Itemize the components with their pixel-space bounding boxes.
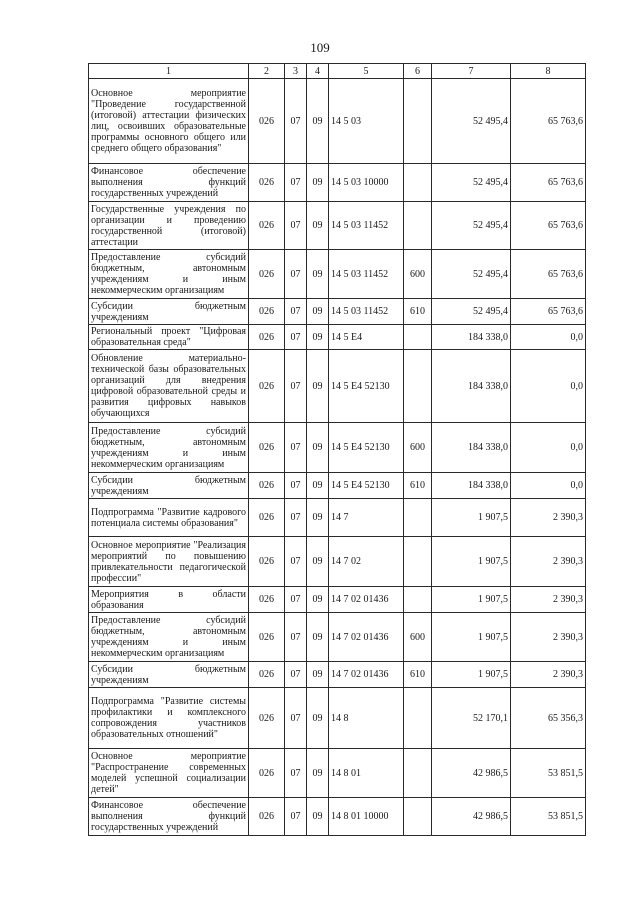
expense-type-code <box>404 79 432 164</box>
subsection-code: 09 <box>307 473 329 499</box>
amount-col7: 42 986,5 <box>432 798 511 836</box>
section-code: 07 <box>285 164 307 202</box>
amount-col8: 2 390,3 <box>511 499 586 537</box>
subsection-code: 09 <box>307 350 329 423</box>
item-name: Подпрограмма "Развитие системы профилактики и комплексного сопровождения участников образовательных отношений" <box>89 688 249 749</box>
subsection-code: 09 <box>307 662 329 688</box>
column-header: 4 <box>307 64 329 79</box>
ministry-code: 026 <box>249 613 285 662</box>
amount-col7: 184 338,0 <box>432 473 511 499</box>
table-row <box>89 350 586 423</box>
amount-col8: 0,0 <box>511 350 586 423</box>
section-code: 07 <box>285 613 307 662</box>
subsection-code: 09 <box>307 79 329 164</box>
item-name: Субсидии бюджетным учреждениям <box>89 662 249 688</box>
amount-col7: 52 495,4 <box>432 250 511 299</box>
target-article-code: 14 7 02 01436 <box>329 662 404 688</box>
amount-col8: 53 851,5 <box>511 749 586 798</box>
expense-type-code <box>404 798 432 836</box>
expense-type-code <box>404 688 432 749</box>
item-name: Региональный проект "Цифровая образовательная среда" <box>89 325 249 350</box>
ministry-code: 026 <box>249 473 285 499</box>
amount-col7: 52 495,4 <box>432 202 511 250</box>
subsection-code: 09 <box>307 250 329 299</box>
subsection-code: 09 <box>307 688 329 749</box>
section-code: 07 <box>285 537 307 587</box>
amount-col7: 52 170,1 <box>432 688 511 749</box>
amount-col7: 184 338,0 <box>432 325 511 350</box>
ministry-code: 026 <box>249 164 285 202</box>
amount-col7: 52 495,4 <box>432 299 511 325</box>
section-code: 07 <box>285 587 307 613</box>
table-row <box>89 662 586 688</box>
amount-col7: 1 907,5 <box>432 537 511 587</box>
table-row <box>89 613 586 662</box>
table-row <box>89 537 586 587</box>
section-code: 07 <box>285 250 307 299</box>
subsection-code: 09 <box>307 537 329 587</box>
expense-type-code: 610 <box>404 473 432 499</box>
target-article-code: 14 5 03 11452 <box>329 250 404 299</box>
section-code: 07 <box>285 423 307 473</box>
expense-type-code: 600 <box>404 613 432 662</box>
amount-col8: 2 390,3 <box>511 662 586 688</box>
section-code: 07 <box>285 350 307 423</box>
amount-col7: 184 338,0 <box>432 350 511 423</box>
amount-col8: 2 390,3 <box>511 613 586 662</box>
expense-type-code <box>404 325 432 350</box>
expense-type-code: 610 <box>404 662 432 688</box>
target-article-code: 14 8 01 <box>329 749 404 798</box>
amount-col8: 2 390,3 <box>511 537 586 587</box>
amount-col8: 65 763,6 <box>511 250 586 299</box>
target-article-code: 14 5 03 10000 <box>329 164 404 202</box>
expense-type-code: 610 <box>404 299 432 325</box>
subsection-code: 09 <box>307 749 329 798</box>
page-number: 109 <box>310 40 330 55</box>
target-article-code: 14 7 02 01436 <box>329 587 404 613</box>
table-row <box>89 587 586 613</box>
subsection-code: 09 <box>307 325 329 350</box>
item-name: Основное мероприятие "Реализация мероприятий по повышению привлекательности педагогической профессии" <box>89 537 249 587</box>
subsection-code: 09 <box>307 587 329 613</box>
target-article-code: 14 5 03 11452 <box>329 202 404 250</box>
target-article-code: 14 5 03 <box>329 79 404 164</box>
target-article-code: 14 5 03 11452 <box>329 299 404 325</box>
expense-type-code <box>404 499 432 537</box>
expense-type-code <box>404 749 432 798</box>
table-row <box>89 798 586 836</box>
table-row <box>89 473 586 499</box>
amount-col8: 65 763,6 <box>511 299 586 325</box>
expense-type-code <box>404 202 432 250</box>
amount-col8: 2 390,3 <box>511 587 586 613</box>
item-name: Обновление материально-технической базы образовательных организаций для внедрения цифровой образовательной среды и развития цифровых навыков обучающихся <box>89 350 249 423</box>
ministry-code: 026 <box>249 499 285 537</box>
column-header: 5 <box>329 64 404 79</box>
expense-type-code <box>404 587 432 613</box>
table-row <box>89 688 586 749</box>
item-name: Мероприятия в области образования <box>89 587 249 613</box>
column-header: 2 <box>249 64 285 79</box>
ministry-code: 026 <box>249 350 285 423</box>
target-article-code: 14 5 E4 52130 <box>329 350 404 423</box>
target-article-code: 14 5 E4 <box>329 325 404 350</box>
expense-type-code: 600 <box>404 250 432 299</box>
amount-col8: 65 763,6 <box>511 164 586 202</box>
target-article-code: 14 7 02 01436 <box>329 613 404 662</box>
section-code: 07 <box>285 473 307 499</box>
section-code: 07 <box>285 499 307 537</box>
ministry-code: 026 <box>249 749 285 798</box>
amount-col7: 52 495,4 <box>432 164 511 202</box>
target-article-code: 14 5 E4 52130 <box>329 423 404 473</box>
amount-col7: 52 495,4 <box>432 79 511 164</box>
table-row <box>89 423 586 473</box>
amount-col8: 0,0 <box>511 325 586 350</box>
ministry-code: 026 <box>249 202 285 250</box>
section-code: 07 <box>285 662 307 688</box>
amount-col8: 0,0 <box>511 423 586 473</box>
column-header: 1 <box>89 64 249 79</box>
ministry-code: 026 <box>249 662 285 688</box>
ministry-code: 026 <box>249 325 285 350</box>
amount-col7: 1 907,5 <box>432 613 511 662</box>
column-header: 7 <box>432 64 511 79</box>
amount-col7: 1 907,5 <box>432 499 511 537</box>
item-name: Государственные учреждения по организации и проведению государственной (итоговой) аттестации <box>89 202 249 250</box>
section-code: 07 <box>285 749 307 798</box>
amount-col8: 65 356,3 <box>511 688 586 749</box>
ministry-code: 026 <box>249 423 285 473</box>
table-row <box>89 325 586 350</box>
expense-type-code <box>404 164 432 202</box>
amount-col7: 42 986,5 <box>432 749 511 798</box>
item-name: Финансовое обеспечение выполнения функций государственных учреждений <box>89 164 249 202</box>
ministry-code: 026 <box>249 587 285 613</box>
item-name: Подпрограмма "Развитие кадрового потенциала системы образования" <box>89 499 249 537</box>
budget-table <box>88 63 586 836</box>
ministry-code: 026 <box>249 688 285 749</box>
item-name: Предоставление субсидий бюджетным, автономным учреждениям и иным некоммерческим организациям <box>89 613 249 662</box>
amount-col7: 184 338,0 <box>432 423 511 473</box>
table-row <box>89 499 586 537</box>
item-name: Субсидии бюджетным учреждениям <box>89 473 249 499</box>
item-name: Субсидии бюджетным учреждениям <box>89 299 249 325</box>
expense-type-code <box>404 537 432 587</box>
section-code: 07 <box>285 79 307 164</box>
target-article-code: 14 8 01 10000 <box>329 798 404 836</box>
ministry-code: 026 <box>249 798 285 836</box>
table-row <box>89 164 586 202</box>
item-name: Финансовое обеспечение выполнения функций государственных учреждений <box>89 798 249 836</box>
amount-col7: 1 907,5 <box>432 587 511 613</box>
table-row <box>89 299 586 325</box>
subsection-code: 09 <box>307 423 329 473</box>
column-header: 3 <box>285 64 307 79</box>
expense-type-code: 600 <box>404 423 432 473</box>
subsection-code: 09 <box>307 299 329 325</box>
subsection-code: 09 <box>307 613 329 662</box>
target-article-code: 14 7 02 <box>329 537 404 587</box>
table-row <box>89 202 586 250</box>
expense-type-code <box>404 350 432 423</box>
section-code: 07 <box>285 798 307 836</box>
section-code: 07 <box>285 299 307 325</box>
table-row <box>89 250 586 299</box>
table-row <box>89 79 586 164</box>
subsection-code: 09 <box>307 202 329 250</box>
table-row <box>89 749 586 798</box>
target-article-code: 14 7 <box>329 499 404 537</box>
section-code: 07 <box>285 202 307 250</box>
subsection-code: 09 <box>307 164 329 202</box>
amount-col8: 0,0 <box>511 473 586 499</box>
item-name: Предоставление субсидий бюджетным, автономным учреждениям и иным некоммерческим организациям <box>89 250 249 299</box>
amount-col8: 65 763,6 <box>511 79 586 164</box>
amount-col8: 65 763,6 <box>511 202 586 250</box>
target-article-code: 14 5 E4 52130 <box>329 473 404 499</box>
subsection-code: 09 <box>307 798 329 836</box>
column-header: 8 <box>511 64 586 79</box>
ministry-code: 026 <box>249 250 285 299</box>
target-article-code: 14 8 <box>329 688 404 749</box>
header-row <box>89 64 586 79</box>
section-code: 07 <box>285 688 307 749</box>
amount-col8: 53 851,5 <box>511 798 586 836</box>
column-header: 6 <box>404 64 432 79</box>
amount-col7: 1 907,5 <box>432 662 511 688</box>
ministry-code: 026 <box>249 299 285 325</box>
item-name: Основное мероприятие "Проведение государственной (итоговой) аттестации физических лиц, освоивших образовательные программы основного общего или среднего общего образования" <box>89 79 249 164</box>
item-name: Предоставление субсидий бюджетным, автономным учреждениям и иным некоммерческим организациям <box>89 423 249 473</box>
subsection-code: 09 <box>307 499 329 537</box>
item-name: Основное мероприятие "Распространение современных моделей успешной социализации детей" <box>89 749 249 798</box>
section-code: 07 <box>285 325 307 350</box>
ministry-code: 026 <box>249 537 285 587</box>
ministry-code: 026 <box>249 79 285 164</box>
